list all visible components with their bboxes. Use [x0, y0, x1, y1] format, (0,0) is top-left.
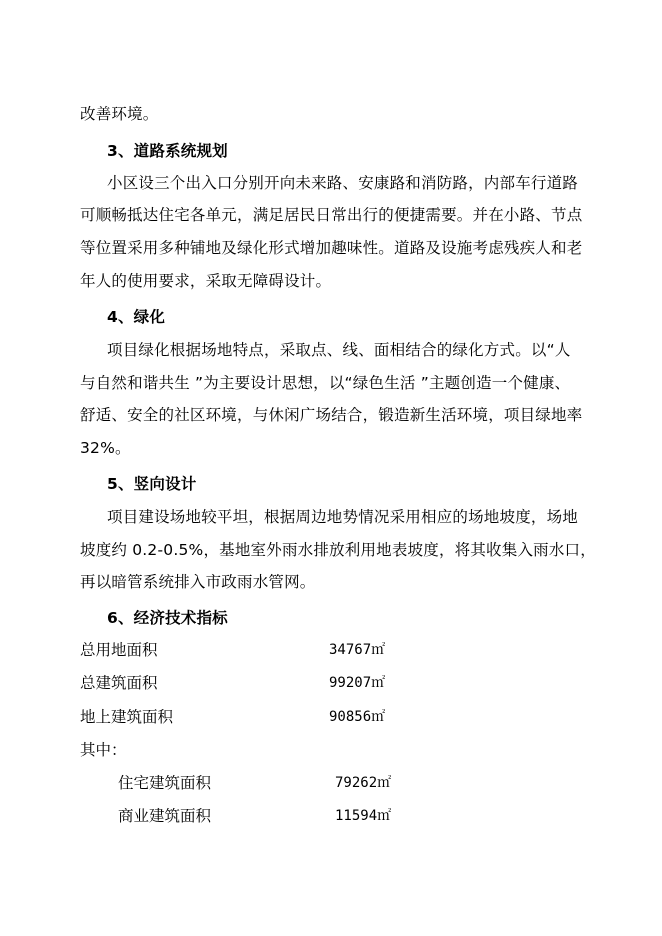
paragraph-line: 与自然和谐共生 ”为主要设计思想，以“绿色生活 ”主题创造一个健康、	[80, 374, 571, 392]
paragraph-line: 32%。	[80, 439, 131, 457]
indicator-label: 总用地面积	[80, 641, 158, 659]
section-heading-greening: 4、绿化	[107, 308, 166, 326]
indicator-label: 商业建筑面积	[118, 807, 212, 825]
section-heading-road: 3、道路系统规划	[107, 142, 228, 160]
indicator-label: 地上建筑面积	[80, 708, 174, 726]
indicator-label: 总建筑面积	[80, 674, 158, 692]
indicator-value: 11594㎡	[335, 808, 392, 824]
indicator-label: 住宅建筑面积	[118, 774, 212, 792]
indicator-value: 90856㎡	[329, 709, 386, 725]
paragraph-line: 可顺畅抵达住宅各单元，满足居民日常出行的便捷需要。并在小路、节点	[80, 206, 583, 224]
paragraph-line: 改善环境。	[80, 105, 159, 123]
paragraph-line: 舒适、安全的社区环境，与休闲广场结合，锻造新生活环境，项目绿地率	[80, 406, 583, 424]
indicator-value: 79262㎡	[335, 775, 392, 791]
paragraph-line: 项目建设场地较平坦，根据周边地势情况采用相应的场地坡度，场地	[107, 508, 579, 526]
section-heading-indicators: 6、经济技术指标	[107, 609, 228, 627]
paragraph-line: 小区设三个出入口分别开向未来路、安康路和消防路，内部车行道路	[107, 174, 579, 192]
paragraph-line: 年人的使用要求，采取无障碍设计。	[80, 272, 332, 290]
indicator-value: 99207㎡	[329, 675, 386, 691]
paragraph-line: 再以暗管系统排入市政雨水管网。	[80, 573, 316, 591]
paragraph-line: 等位置采用多种铺地及绿化形式增加趣味性。道路及设施考虑残疾人和老	[80, 239, 583, 257]
paragraph-line: 项目绿化根据场地特点，采取点、线、面相结合的绿化方式。以“人	[107, 341, 571, 359]
indicator-value: 34767㎡	[329, 642, 386, 658]
section-heading-vertical: 5、竖向设计	[107, 475, 197, 493]
paragraph-line: 坡度约 0.2-0.5%，基地室外雨水排放利用地表坡度，将其收集入雨水口，	[80, 541, 596, 559]
indicator-label: 其中：	[80, 741, 127, 759]
